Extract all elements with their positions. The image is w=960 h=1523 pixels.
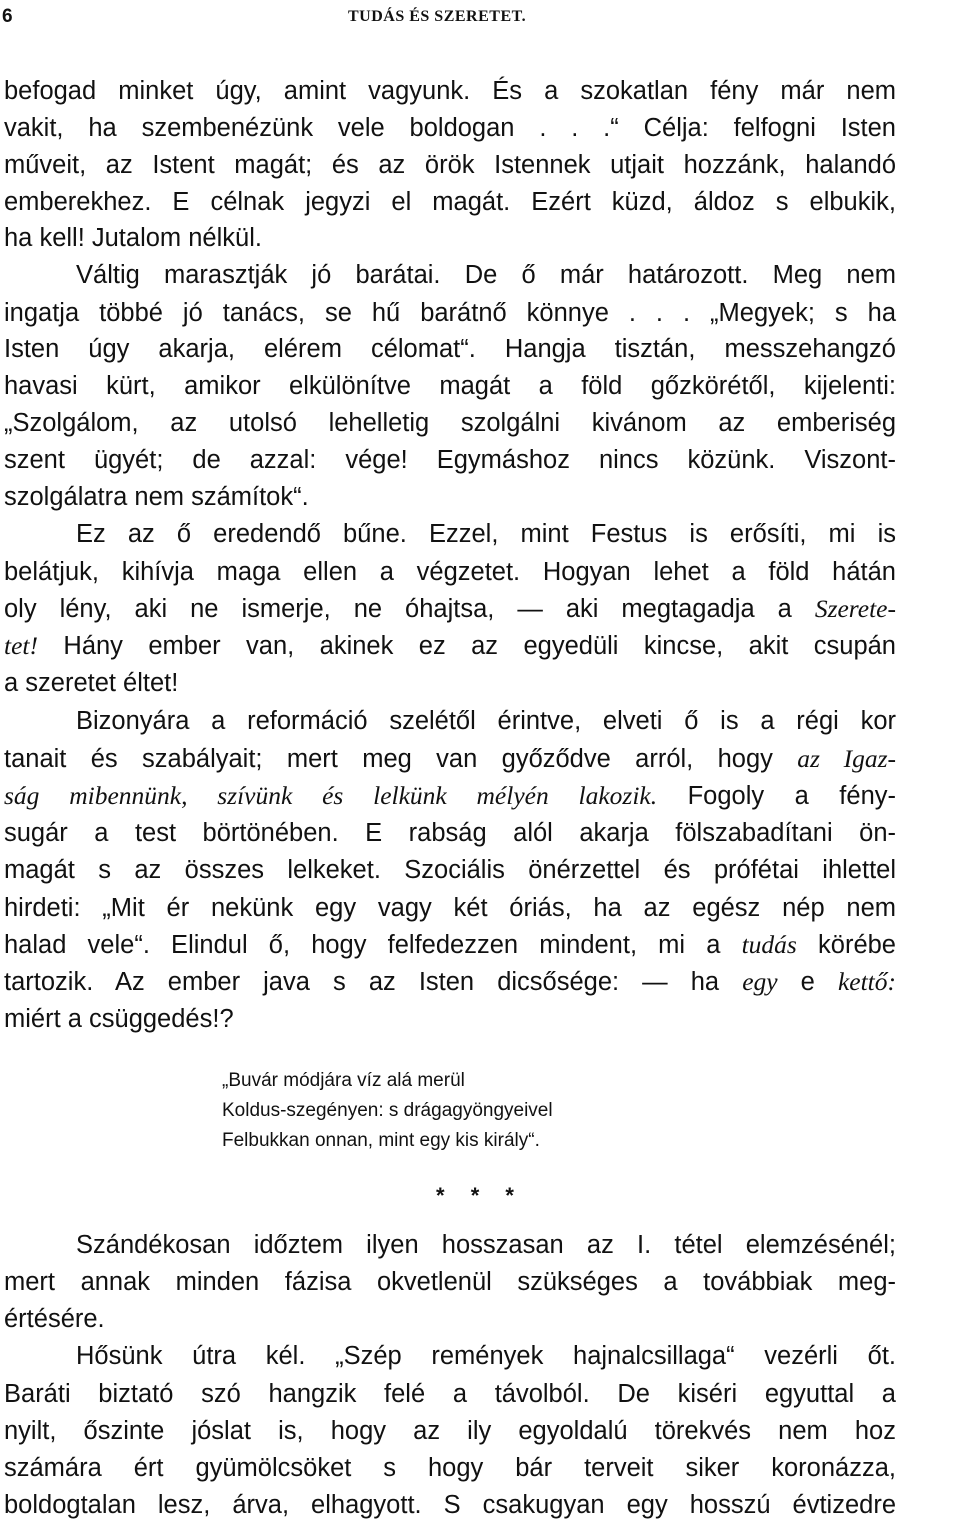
text-fragment: oly lény, aki ne ismerje, ne óhajtsa, — aki megtagadja a [4, 595, 815, 623]
text-line: sugár a test börtönében. E rabság alól akarja fölszabadítani ön- [4, 819, 896, 847]
page-number: 6 [2, 6, 13, 27]
text-fragment: halad vele“. Elindul ő, hogy felfedezzen mindent, mi a [4, 931, 742, 959]
text-line [4, 965, 896, 999]
page-header [0, 6, 960, 30]
text-line: szent ügyét; de azzal: vége! Egymáshoz nincs közünk. Viszont- [4, 446, 896, 474]
text-line: Szándékosan időztem ilyen hosszasan az I. tétel elemzésénél; [76, 1231, 896, 1259]
text-line: szolgálatra nem számítok“. [4, 483, 309, 511]
text-line: belátjuk, kihívja maga ellen a végzetet. Hogyan lehet a föld hátán [4, 558, 896, 586]
text-line: a szeretet éltet! [4, 669, 179, 697]
verse-line: Koldus-szegényen: s drágagyöngyeivel [222, 1100, 553, 1121]
italic-text: egy [742, 967, 778, 996]
italic-text: tet! [4, 631, 38, 660]
text-line: miért a csüggedés!? [4, 1005, 234, 1033]
text-fragment: tanait és szabályait; mert meg van győződve arról, hogy [4, 745, 798, 773]
text-line: havasi kürt, amikor elkülönítve magát a föld gőzkörétől, kijelenti: [4, 372, 896, 400]
italic-text: Szerete- [814, 594, 896, 623]
text-line: „Szolgálom, az utolsó lehelletig szolgálni kivánom az emberiség [4, 409, 896, 437]
text-line: műveit, az Istent magát; és az örök Istennek utjait hozzánk, halandó [4, 151, 896, 179]
italic-text: tudás [741, 930, 797, 959]
italic-text: kettő: [837, 967, 896, 996]
text-line: Baráti biztató szó hangzik felé a távolból. De kiséri egyuttal a [4, 1380, 896, 1408]
text-line [4, 928, 896, 962]
verse-line: Felbukkan onnan, mint egy kis király“. [222, 1130, 540, 1151]
text-line: nyilt, őszinte jóslat is, hogy az ily egyoldalú törekvés nem hoz [4, 1417, 896, 1445]
text-line: magát s az összes lelkeket. Szociális önérzettel és prófétai ihlettel [4, 856, 896, 884]
text-fragment: e [777, 968, 838, 996]
text-line: emberekhez. E célnak jegyzi el magát. Ezért küzd, áldoz s elbukik, [4, 188, 896, 216]
text-line: mert annak minden fázisa okvetlenül szükséges a továbbiak meg- [4, 1268, 896, 1296]
text-line: ingatja többé jó tanács, se hű barátnő könnye . . . „Megyek; s ha [4, 299, 896, 327]
text-line: értésére. [4, 1305, 105, 1333]
text-line: boldogtalan lesz, árva, elhagyott. S csakugyan egy hosszú évtizedre [4, 1491, 896, 1519]
text-line: Hősünk útra kél. „Szép remények hajnalcsillaga“ vezérli őt. [76, 1342, 896, 1370]
running-title: TUDÁS ÉS SZERETET. [348, 8, 527, 25]
verse-line: „Buvár módjára víz alá merül [222, 1070, 465, 1091]
text-line [4, 742, 896, 776]
text-line: befogad minket úgy, amint vagyunk. És a szokatlan fény már nem [4, 77, 896, 105]
text-line [4, 779, 896, 813]
text-line: Ez az ő eredendő bűne. Ezzel, mint Festus is erősíti, mi is [76, 520, 896, 548]
text-line: Váltig marasztják jó barátai. De ő már határozott. Meg nem [76, 261, 896, 289]
text-line [4, 592, 896, 626]
text-fragment: körébe [796, 931, 896, 959]
text-line: Isten úgy akarja, elérem célomat“. Hangja tisztán, messzehangzó [4, 335, 896, 363]
text-line: számára ért gyümölcsöket s hogy bár terveit siker koronázza, [4, 1454, 896, 1482]
text-fragment: Fogoly a fény- [657, 782, 896, 810]
text-line: hirdeti: „Mit ér nekünk egy vagy két óriás, ha az egész nép nem [4, 894, 896, 922]
italic-text: az Igaz- [797, 744, 896, 773]
text-line: ha kell! Jutalom nélkül. [4, 224, 262, 252]
text-line: Bizonyára a reformáció szelétől érintve, elveti ő is a régi kor [76, 707, 896, 735]
text-fragment: Hány ember van, akinek ez az egyedüli kincse, akit csupán [37, 632, 896, 660]
text-line [4, 629, 896, 663]
italic-text: ság mibennünk, szívünk és lelkünk mélyén lakozik. [4, 781, 658, 810]
text-line: vakit, ha szembenézünk vele boldogan . . .“ Célja: felfogni Isten [4, 114, 896, 142]
text-fragment: tartozik. Az ember java s az Isten dicsősége: — ha [4, 968, 743, 996]
section-separator: * * * [436, 1183, 524, 1208]
